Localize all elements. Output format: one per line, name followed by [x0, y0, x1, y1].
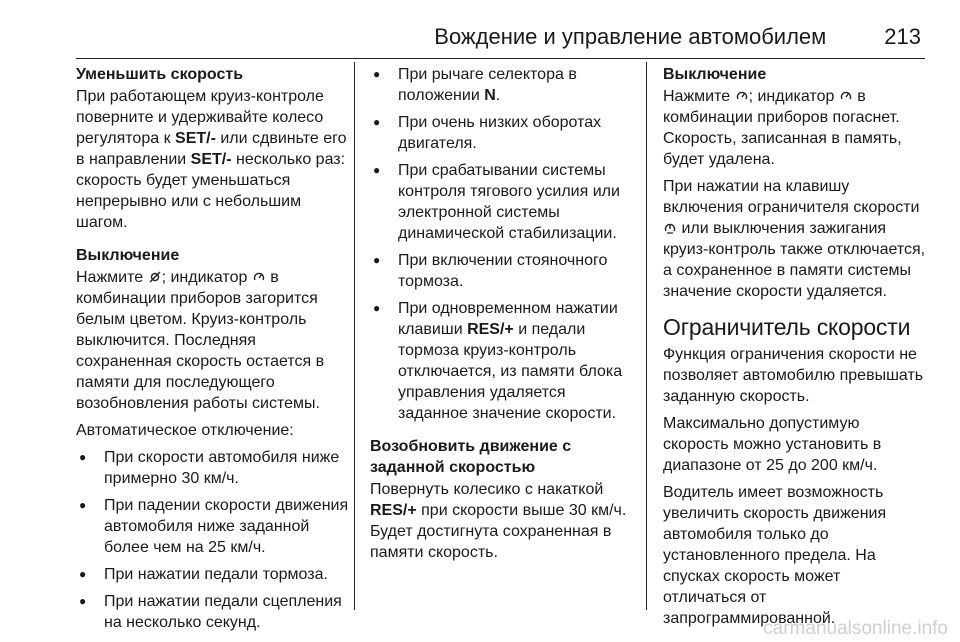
list-item: ● При рычаге селектора в положении N. [370, 64, 632, 106]
list-item: ● При очень низких оборотах двигателя. [370, 112, 632, 154]
column-divider-2 [646, 62, 647, 610]
paragraph-off: Нажмите ; индикатор в комбинации приборов загорится белым цветом. Круиз-контроль выключится. Последняя сохраненная скорость остается в памяти для последующего возобновления работы системы. [76, 269, 325, 412]
column-1 [76, 64, 352, 639]
list-item: ● При скорости автомобиля ниже примерно 30 км/ч. [76, 447, 352, 489]
cruise-indicator-icon [736, 90, 748, 102]
column-divider-1 [354, 62, 355, 610]
list-item: ● При нажатии педали тормоза. [76, 564, 352, 585]
page-number: 213 [884, 24, 921, 49]
speed-limiter-icon [664, 222, 676, 234]
section-heading-off-limiter: Выключение [663, 66, 767, 83]
page-header [0, 24, 921, 60]
list-item: ● При включении стояночного тормоза. [370, 250, 632, 292]
paragraph-off-limiter: Нажмите ; индикатор в комбинации приборов погаснет. Скорость, записанная в память, будет удалена. [663, 88, 902, 168]
paragraph-limiter-switch: При нажатии на клавишу включения ограничителя скорости или выключения зажигания круиз-контроль также отключается, а сохраненное в памяти системы значение скорости удаляется. [663, 178, 926, 300]
column-2 [370, 64, 632, 569]
list-item: ● При одновременном нажатии клавиши RES/+ и педали тормоза круиз-контроль отключается, из памяти блока управления удаляется заданное значение скорости. [370, 298, 632, 424]
paragraph-decrease-speed: При работающем круиз-контроле поверните и удерживайте колесо регулятора к SET/- или сдвиньте его в направлении SET/- несколько раз: скорость будет уменьшаться непрерывно или с небольшим шагом. [76, 88, 347, 231]
paragraph-limiter-function: Функция ограничения скорости не позволяет автомобилю превышать заданную скорость. [663, 346, 924, 405]
column-3 [663, 64, 927, 635]
section-heading-off: Выключение [76, 247, 180, 264]
list-item: ● При падении скорости движения автомобиля ниже заданной более чем на 25 км/ч. [76, 495, 352, 558]
cruise-off-icon [149, 271, 161, 283]
page-title: Вождение и управление автомобилем [434, 24, 827, 49]
list-item: ● При срабатывании системы контроля тягового усилия или электронной системы динамической стабилизации. [370, 160, 632, 244]
paragraph-auto-off: Автоматическое отключение: [76, 422, 294, 439]
paragraph-resume: Повернуть колесико с накаткой RES/+ при скорости выше 30 км/ч. Будет достигнута сохраненная в памяти скорость. [370, 481, 627, 561]
watermark: carmanualsonline.info [763, 618, 948, 639]
section-heading-speed-limiter: Ограничитель скорости [663, 314, 911, 340]
cruise-indicator-icon [840, 90, 852, 102]
paragraph-limiter-driver: Водитель имеет возможность увеличить скорость движения автомобиля только до установленного предела. На спусках скорость может отличаться от запрограммированной. [663, 484, 887, 627]
section-heading-decrease-speed: Уменьшить скорость [76, 66, 244, 83]
paragraph-limiter-range: Максимально допустимую скорость можно установить в диапазоне от 25 до 200 км/ч. [663, 415, 882, 474]
auto-off-list-continued [370, 64, 632, 424]
cruise-indicator-icon [253, 271, 265, 283]
header-rule [76, 58, 925, 59]
auto-off-list [76, 447, 352, 633]
section-heading-resume: Возобновить движение с заданной скоростью [370, 438, 572, 476]
list-item: ● При нажатии педали сцепления на несколько секунд. [76, 591, 352, 633]
